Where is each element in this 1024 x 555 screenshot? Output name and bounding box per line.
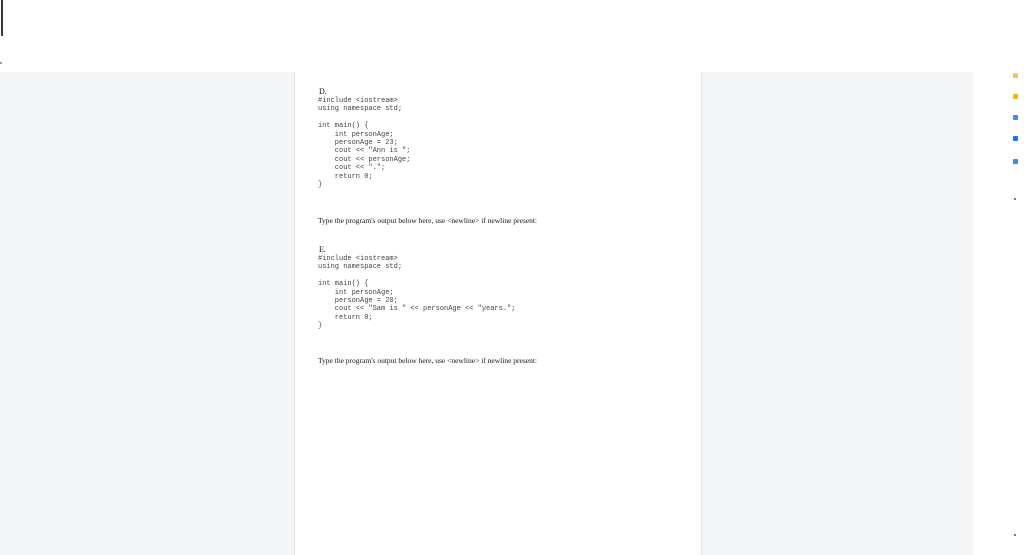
right-side-panel (973, 72, 1024, 555)
question-d-prompt: Type the program's output below here, use <newline> if newline present: (318, 216, 538, 225)
question-d-label: D. (319, 87, 327, 96)
top-toolbar-area (0, 0, 1024, 72)
help-icon[interactable] (1013, 159, 1018, 164)
question-d-code: #include <iostream> using namespace std; int main() { int personAge; personAge = 23; cout << "Ann is "; cout << personAge; cout << "."; return 0; } (318, 97, 411, 190)
question-e-prompt: Type the program's output below here, use <newline> if newline present: (318, 356, 538, 365)
document-page[interactable] (294, 72, 702, 555)
comment-icon[interactable] (1013, 73, 1018, 78)
emoji-icon[interactable] (1013, 94, 1018, 99)
ruler-marker (0, 62, 2, 64)
question-e-code: #include <iostream> using namespace std; int main() { int personAge; personAge = 20; cout << "Sam is " << personAge << "years."; return 0; } (318, 255, 516, 331)
question-e-label: E. (319, 245, 326, 254)
rail-marker (1014, 198, 1016, 200)
image-icon[interactable] (1013, 136, 1018, 141)
suggest-icon[interactable] (1013, 115, 1018, 120)
text-cursor (1, 0, 3, 36)
rail-marker (1014, 534, 1016, 536)
